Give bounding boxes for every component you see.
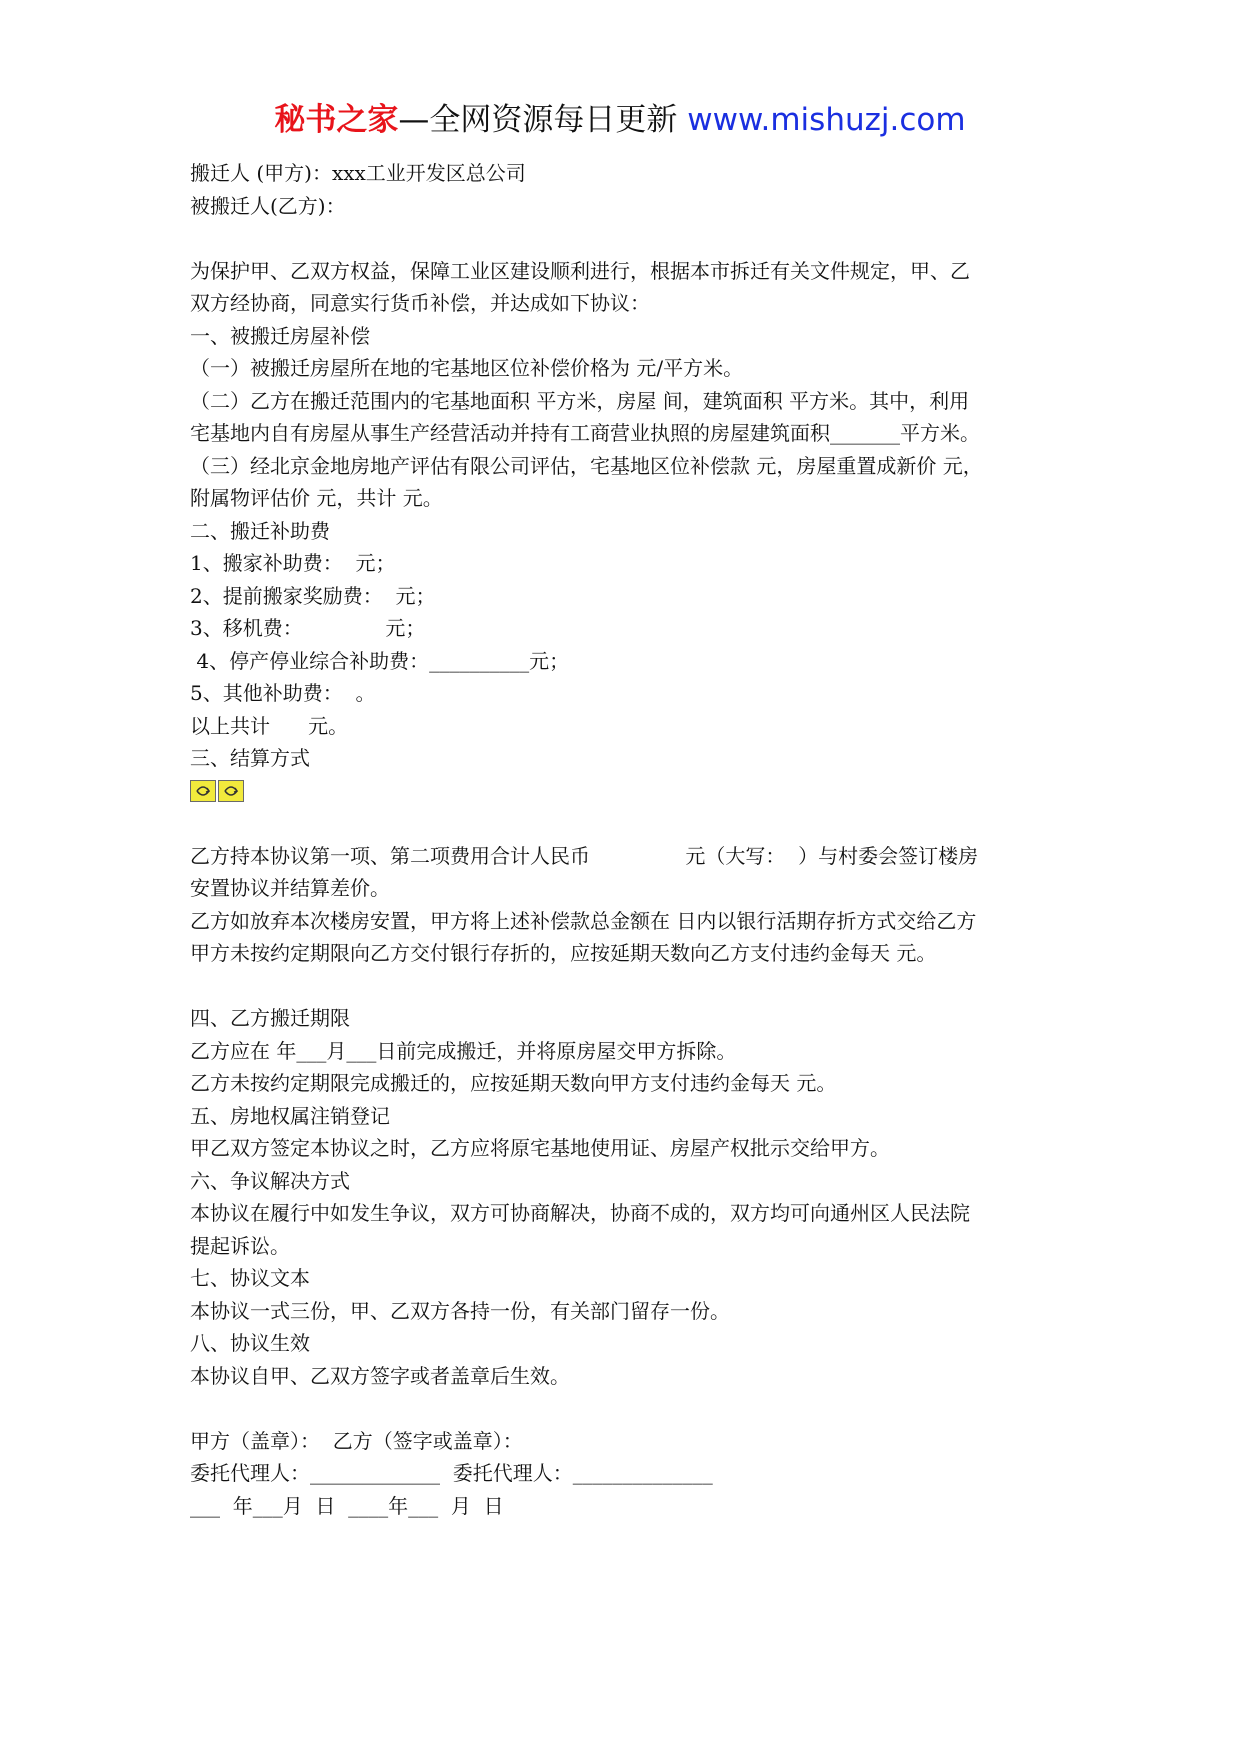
blank-line	[190, 970, 1060, 1003]
blank-line	[190, 1392, 1060, 1425]
blank-line	[190, 222, 1060, 255]
signature-line: 甲方（盖章）： 乙方（签字或盖章）：	[190, 1428, 523, 1453]
deregistration-line: 甲乙双方签定本协议之时，乙方应将原宅基地使用证、房屋产权批示交给甲方。	[190, 1136, 890, 1160]
section-heading-compensation: 一、被搬迁房屋补偿	[190, 323, 370, 348]
compensation-line: （二）乙方在搬迁范围内的宅基地面积 平方米，房屋 间，建筑面积 平方米。其中，利用	[190, 388, 970, 413]
section-heading-relocation-deadline: 四、乙方搬迁期限	[190, 1006, 350, 1030]
subsidy-item: 5、其他补助费： 。	[190, 681, 376, 705]
embedded-objects	[190, 775, 1060, 808]
brand-name: 秘书之家	[274, 102, 399, 138]
settlement-line: 甲方未按约定期限向乙方交付银行存折的，应按延期天数向乙方支付违约金每天 元。	[190, 941, 937, 965]
compensation-line: （一）被搬迁房屋所在地的宅基地区位补偿价格为 元/平方米。	[190, 356, 744, 380]
agreement-body	[190, 157, 1060, 1522]
subsidy-item: 4、停产停业综合补助费：__________元；	[190, 648, 570, 673]
subsidy-total: 以上共计 元。	[190, 713, 349, 738]
settlement-line: 乙方持本协议第一项、第二项费用合计人民币 元（大写： ）与村委会签订楼房	[190, 843, 979, 868]
embedded-object-icon[interactable]	[190, 780, 216, 802]
subsidy-item: 2、提前搬家奖励费： 元；	[190, 583, 436, 608]
effective-line: 本协议自甲、乙双方签字或者盖章后生效。	[190, 1363, 570, 1388]
compensation-line: 附属物评估价 元，共计 元。	[190, 486, 443, 510]
dispute-line: 本协议在履行中如发生争议，双方可协商解决，协商不成的，双方均可向通州区人民法院	[190, 1201, 970, 1225]
compensation-line: 宅基地内自有房屋从事生产经营活动并持有工商营业执照的房屋建筑面积_______平方米。	[190, 421, 980, 445]
subsidy-item: 3、移机费： 元；	[190, 616, 426, 640]
section-heading-dispute: 六、争议解决方式	[190, 1168, 350, 1193]
header-slogan: —全网资源每日更新	[398, 102, 678, 138]
party-a-line: 搬迁人 (甲方)：xxx工业开发区总公司	[190, 161, 526, 185]
preamble-line: 双方经协商，同意实行货币补偿，并达成如下协议：	[190, 291, 650, 315]
copies-line: 本协议一式三份，甲、乙双方各持一份，有关部门留存一份。	[190, 1298, 730, 1323]
section-heading-copies: 七、协议文本	[190, 1266, 310, 1290]
signature-line: 委托代理人：_____________ 委托代理人：______________	[190, 1461, 713, 1485]
deadline-line: 乙方未按约定期限完成搬迁的，应按延期天数向甲方支付违约金每天 元。	[190, 1071, 837, 1095]
dispute-line: 提起诉讼。	[190, 1233, 290, 1258]
deadline-line: 乙方应在 年___月___日前完成搬迁，并将原房屋交甲方拆除。	[190, 1038, 737, 1063]
section-heading-deregistration: 五、房地权属注销登记	[190, 1103, 390, 1128]
settlement-line: 乙方如放弃本次楼房安置，甲方将上述补偿款总金额在 日内以银行活期存折方式交给乙方	[190, 908, 977, 933]
compensation-line: （三）经北京金地房地产评估有限公司评估，宅基地区位补偿款 元，房屋重置成新价 元，	[190, 453, 983, 478]
embedded-object-icon[interactable]	[218, 780, 244, 802]
party-b-line: 被搬迁人(乙方)：	[190, 193, 346, 218]
page-header	[0, 98, 1240, 142]
section-heading-settlement: 三、结算方式	[190, 746, 310, 770]
settlement-line: 安置协议并结算差价。	[190, 876, 390, 900]
blank-line	[190, 807, 1060, 840]
preamble-line: 为保护甲、乙双方权益，保障工业区建设顺利进行，根据本市拆迁有关文件规定，甲、乙	[190, 258, 970, 283]
section-heading-subsidy: 二、搬迁补助费	[190, 518, 330, 543]
signature-date-line: ___ 年___月 日 ____年___ 月 日	[190, 1493, 504, 1518]
website-link[interactable]: www.mishuzj.com	[687, 102, 966, 138]
subsidy-item: 1、搬家补助费： 元；	[190, 551, 396, 575]
section-heading-effective: 八、协议生效	[190, 1331, 310, 1355]
